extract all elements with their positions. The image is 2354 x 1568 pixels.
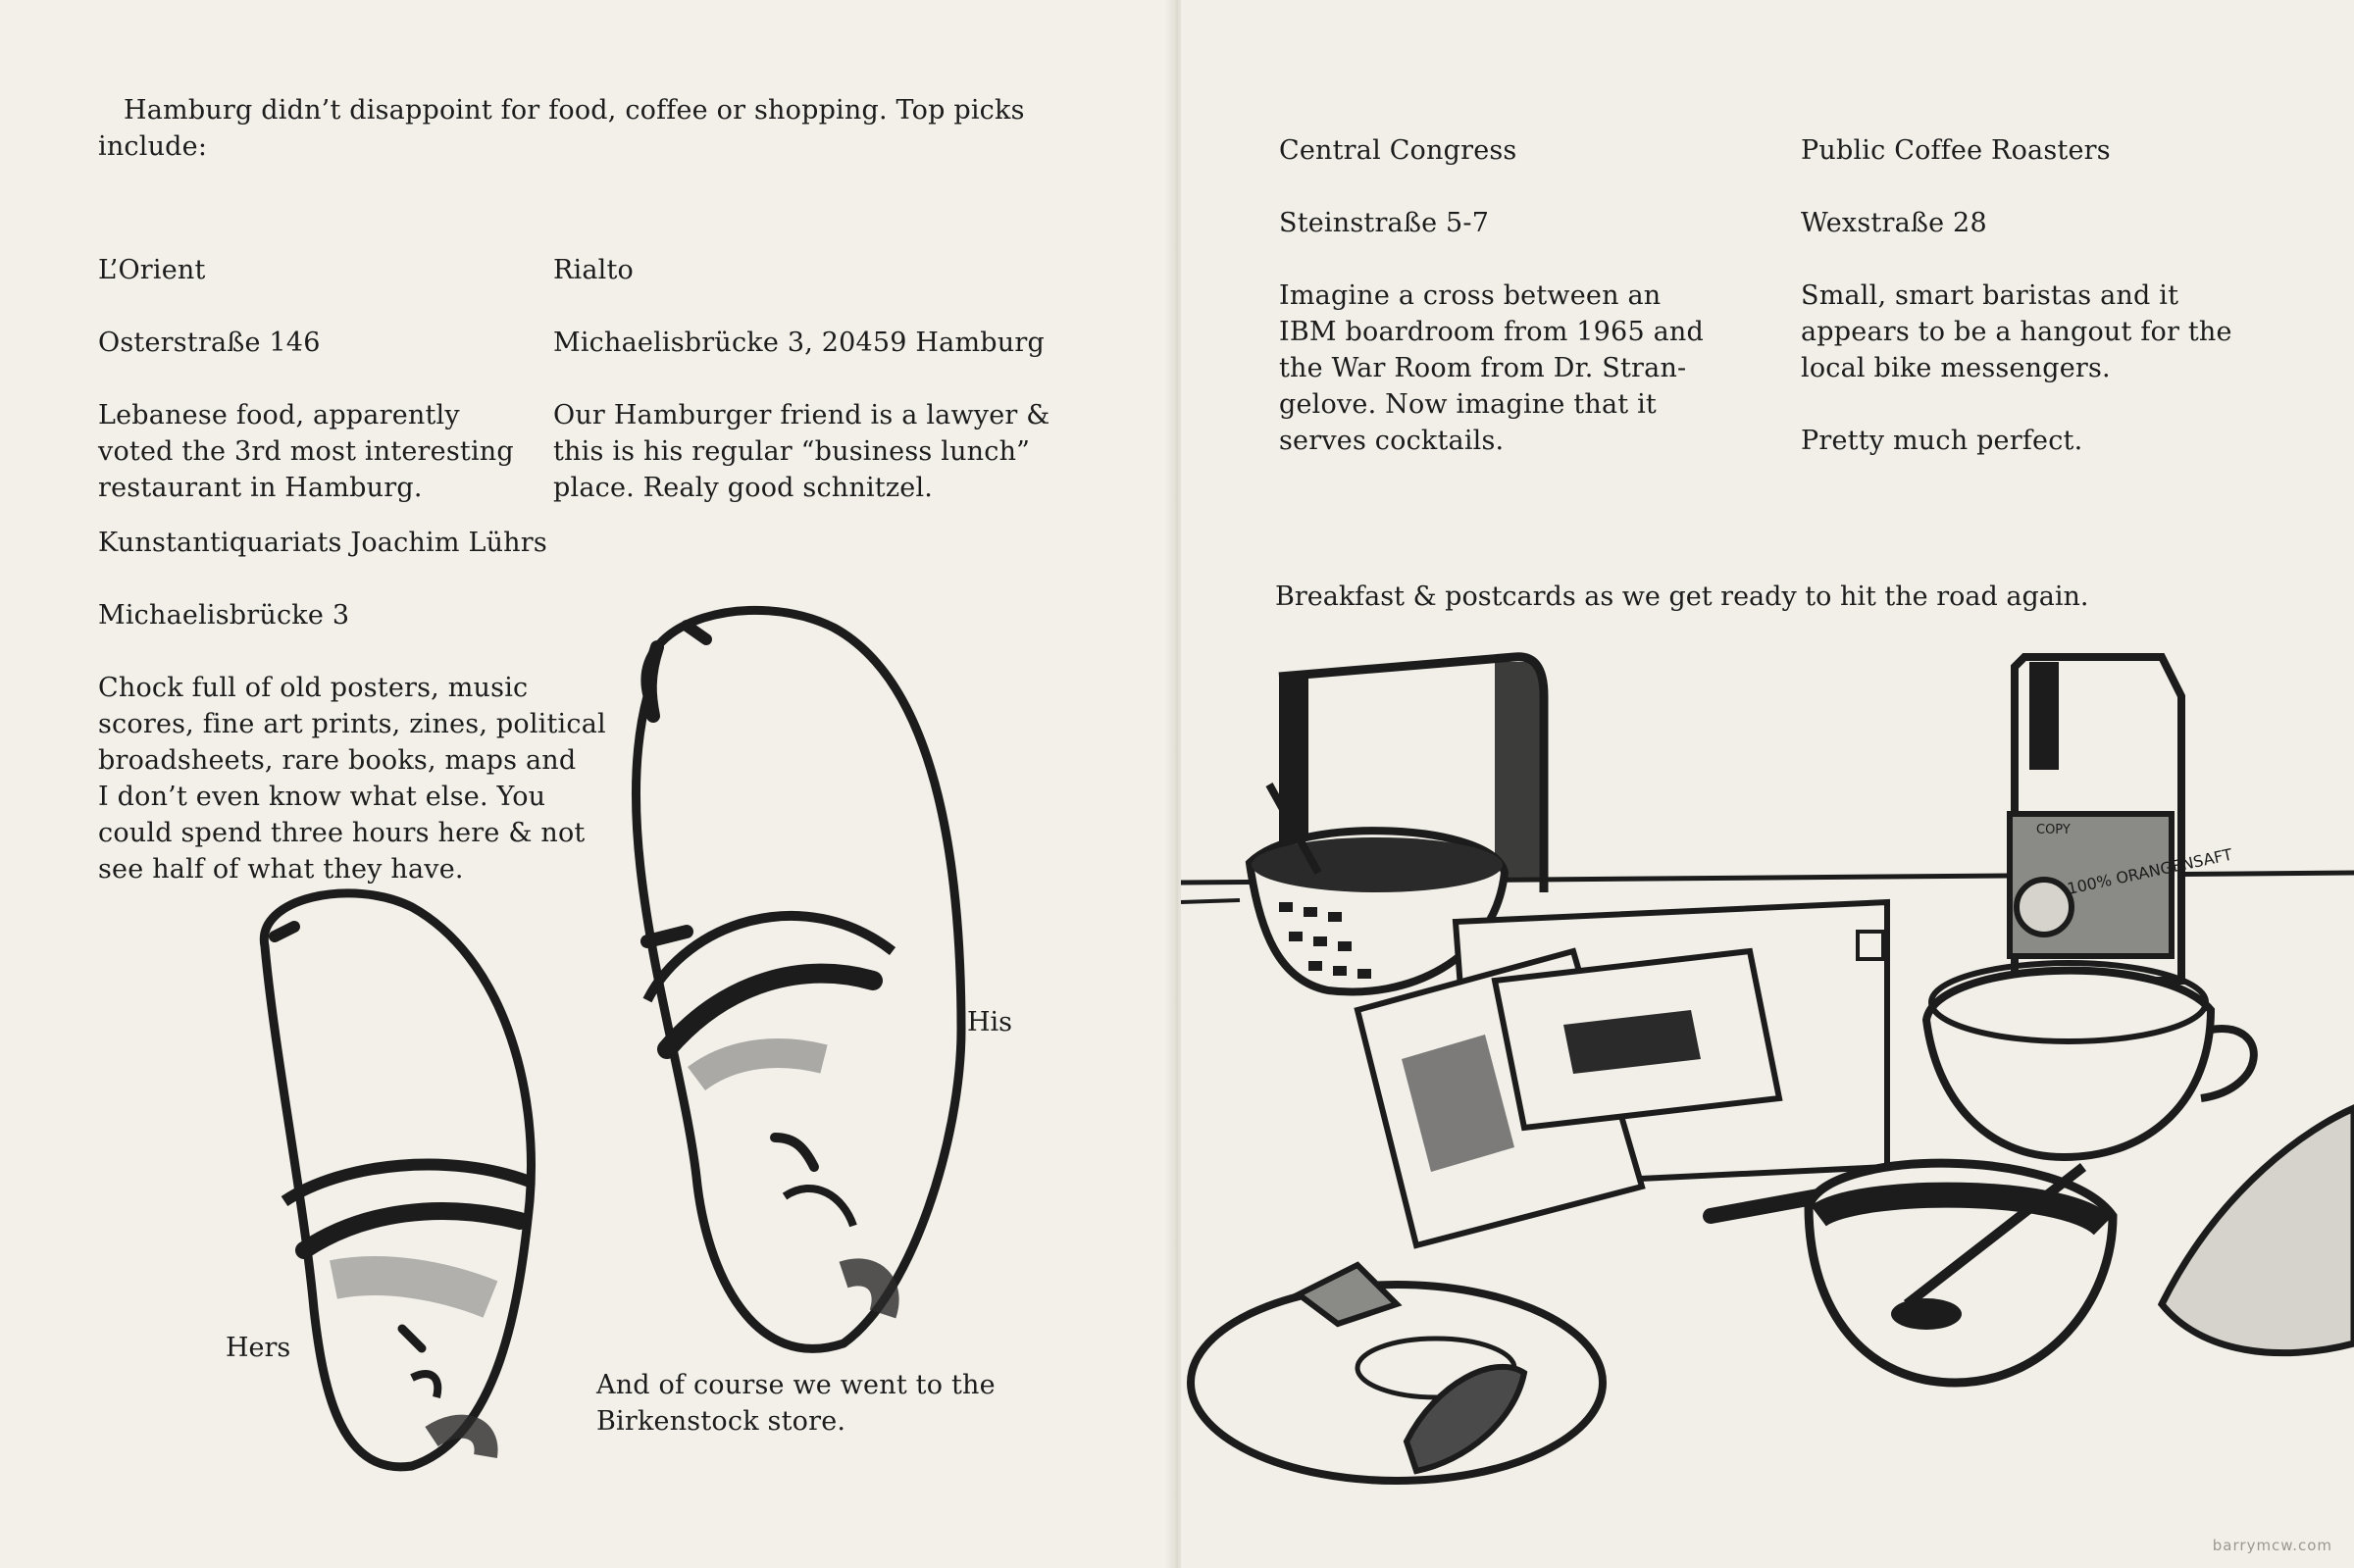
venue-name: L’Orient: [98, 255, 206, 285]
venue-description: Chock full of old posters, music scores, fine art prints, zines, political broadsheets, rare books, maps and I don’t even know what else. You could spend three hours here & not see half of what they have.: [98, 673, 606, 885]
left-page: [0, 0, 1173, 1568]
carton-top-label: COPY: [2036, 823, 2071, 837]
venue-description: Small, smart baristas and it appears to be a hangout for the local bike messengers. Pretty much perfect.: [1801, 280, 2232, 456]
right-page: [1181, 0, 2354, 1568]
venue-address: Wexstraße 28: [1801, 208, 1987, 238]
caption-his: His: [967, 1007, 1013, 1037]
venue-description: Lebanese food, apparently voted the 3rd most interesting restaurant in Hamburg.: [98, 400, 514, 503]
carton-label: 100% ORANGENSAFT: [2065, 844, 2234, 898]
venue-name: Rialto: [553, 255, 635, 285]
hers-sandal-drawing: [235, 887, 588, 1486]
intro-text: Hamburg didn’t disappoint for food, coffee or shopping. Top picks include:: [98, 95, 1025, 162]
watermark: barrymcw.com: [2212, 1537, 2332, 1554]
venue-public-coffee: [1801, 96, 2311, 495]
breakfast-table-drawing: [1181, 637, 2354, 1540]
venue-name: Kunstantiquariats Joachim Lührs: [98, 528, 547, 558]
venue-description: Imagine a cross between an IBM boardroom from 1965 and the War Room from Dr. Stran- gelove. Now imagine that it serves cocktails.: [1279, 280, 1704, 456]
venue-description: Our Hamburger friend is a lawyer & this is his regular “business lunch” place. Realy good schnitzel.: [553, 400, 1050, 503]
caption-birkenstock: And of course we went to the Birkenstock store.: [596, 1370, 996, 1437]
venue-address: Michaelisbrücke 3, 20459 Hamburg: [553, 328, 1045, 358]
caption-breakfast: Breakfast & postcards as we get ready to hit the road again.: [1275, 582, 2089, 612]
venue-name: Public Coffee Roasters: [1801, 135, 2111, 166]
venue-name: Central Congress: [1279, 135, 1517, 166]
venue-central-congress: [1279, 96, 1750, 495]
venue-kunstantiquariat: [98, 488, 608, 924]
venue-address: Steinstraße 5-7: [1279, 208, 1490, 238]
caption-hers: Hers: [226, 1333, 291, 1363]
venue-address: Osterstraße 146: [98, 328, 321, 358]
venue-address: Michaelisbrücke 3: [98, 600, 350, 631]
his-sandal-drawing: [588, 588, 1000, 1373]
venue-rialto: [553, 216, 1063, 542]
